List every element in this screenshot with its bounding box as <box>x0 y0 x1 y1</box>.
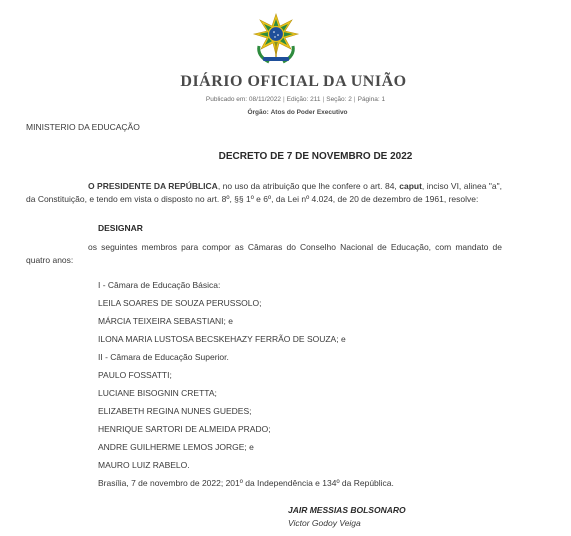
list-item: I - Câmara de Educação Básica: <box>98 280 221 290</box>
orgao-label: Órgão: <box>247 109 269 116</box>
list-item: MÁRCIA TEIXEIRA SEBASTIANI; e <box>98 316 233 326</box>
orgao-line <box>12 109 571 116</box>
list-item: HENRIQUE SARTORI DE ALMEIDA PRADO; <box>98 424 271 434</box>
list-item: ANDRE GUILHERME LEMOS JORGE; e <box>98 442 254 452</box>
orgao-value: Atos do Poder Executivo <box>270 109 348 116</box>
list-item: LEILA SOARES DE SOUZA PERUSSOLO; <box>98 298 262 308</box>
list-item: ILONA MARIA LUSTOSA BECSKEHAZY FERRÃO DE SOUZA; e <box>98 334 346 344</box>
list-item: PAULO FOSSATTI; <box>98 370 172 380</box>
president-label: O PRESIDENTE DA REPÚBLICA <box>88 181 218 191</box>
signature-date-line: Brasília, 7 de novembro de 2022; 201º da Independência e 134º da República. <box>98 478 394 488</box>
publication-meta <box>10 96 571 103</box>
members-intro-text: os seguintes membros para compor as Câmaras do Conselho Nacional de Educação, com mandato de quatro anos: <box>26 242 502 265</box>
list-item: ELIZABETH REGINA NUNES GUEDES; <box>98 406 252 416</box>
decree-title: DECRETO DE 7 DE NOVEMBRO DE 2022 <box>218 151 413 162</box>
brazil-coat-of-arms-icon <box>251 12 301 66</box>
preamble-text-2: , inciso VI, alinea "a", da Constituição, e tendo em vista o disposto no art. 8º, §§ 1º e 6º, da Lei nº 4.024, de 20 de dezembro de 1961, resolve: <box>26 181 502 204</box>
caput-label: caput <box>399 181 422 191</box>
list-item: II - Câmara de Educação Superior. <box>98 352 229 362</box>
members-intro <box>26 241 502 266</box>
ministry-name: MINISTERIO DA EDUCAÇÃO <box>26 122 140 132</box>
list-item: MAURO LUIZ RABELO. <box>98 460 190 470</box>
meta-separator: | <box>322 96 325 103</box>
published-date: Publicado em: 08/11/2022 <box>205 96 281 103</box>
meta-separator: | <box>353 96 356 103</box>
decree-preamble <box>26 180 502 205</box>
meta-separator: | <box>282 96 285 103</box>
co-signer-name: Victor Godoy Veiga <box>288 518 361 528</box>
preamble-text-1: , no uso da atribuição que lhe confere o art. 84, <box>217 181 397 191</box>
signer-name: JAIR MESSIAS BOLSONARO <box>288 505 406 515</box>
designar-heading: DESIGNAR <box>98 223 143 233</box>
masthead-title: DIÁRIO OFICIAL DA UNIÃO <box>180 73 407 90</box>
edition: Edição: 211 <box>286 96 321 103</box>
list-item: LUCIANE BISOGNIN CRETTA; <box>98 388 217 398</box>
section: Seção: 2 <box>326 96 352 103</box>
page-number: Página: 1 <box>357 96 386 103</box>
